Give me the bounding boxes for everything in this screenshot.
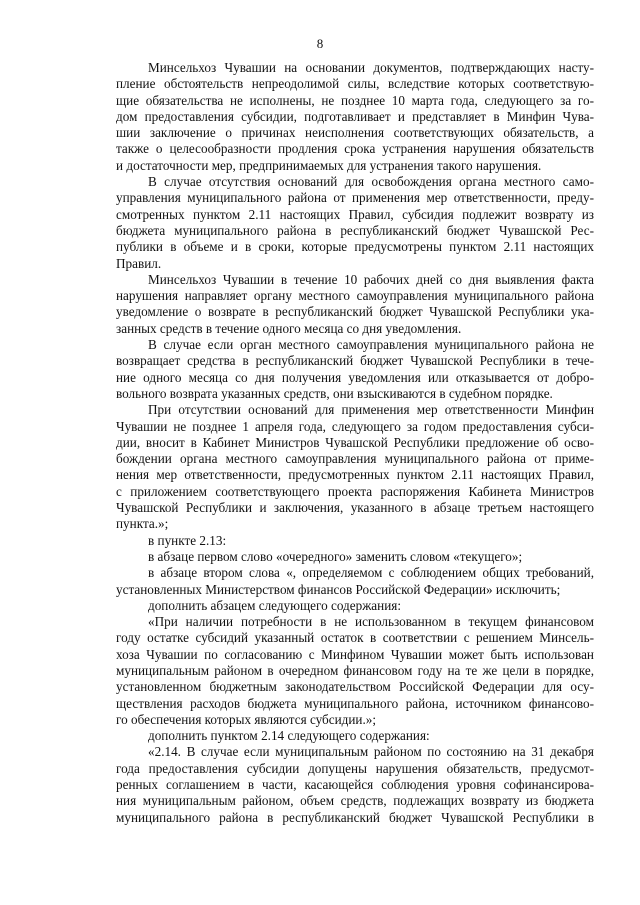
text-line: в абзаце первом слово «очередного» заменить словом «текущего»; [148,548,523,564]
text-line: При отсутствии оснований для применения мер ответственности Минфин [148,402,594,418]
text-line: муниципальным районом в очередном финансовом году на те же цели в порядке, [116,662,594,678]
text-line: го обеспечения которых являются субсидии.»; [116,711,377,727]
text-line: и достаточности мер, предпринимаемых для устранения такого нарушения. [116,157,542,173]
text-line: с приложением соответствующего проекта распоряжения Кабинета Министров [116,483,594,499]
text-line: бюджета муниципального района в республиканский бюджет Чувашской Рес- [116,222,594,238]
text-line: установленном бюджетным законодательством Российской Федерации для осу- [116,679,594,695]
text-line: ние одного месяца со дня получения уведомления или отказывается от добро- [116,369,594,385]
text-line: в абзаце втором слова «, определяемом с соблюдением общих требований, [148,565,594,581]
text-line: Чувашской Республики и заключения, указанного в абзаце третьем настоящего [116,500,594,516]
text-line: нения мер ответственности, предусмотренных пунктом 2.11 настоящих Правил, [116,467,594,483]
text-line: щие обязательства не исполнены, не позднее 10 марта года, следующего за го- [116,92,594,108]
text-line: также о целесообразности продления срока устранения нарушения обязательств [116,141,594,157]
text-line: «2.14. В случае если муниципальным районом по состоянию на 31 декабря [148,744,594,760]
text-line: дом предоставления субсидии, подготавливает и представляет в Минфин Чува- [116,108,594,124]
text-line: вольного возврата указанных средств, они взыскиваются в судебном порядке. [116,385,553,401]
text-line: хоза Чувашии по согласованию с Минфином Чувашии может быть использован [116,646,594,662]
text-line: «При наличии потребности в не использованном в текущем финансовом [148,614,594,630]
text-line: ществления расходов бюджета муниципального района, источником финансово- [116,695,594,711]
text-line: В случае отсутствия оснований для освобождения органа местного само- [148,174,594,190]
text-line: ния муниципальным районом, объем средств, подлежащих возврату из бюджета [116,793,594,809]
text-line: дополнить пунктом 2.14 следующего содержания: [148,728,430,744]
text-line: установленных Министерством финансов Российской Федерации» исключить; [116,581,561,597]
text-line: пление обстоятельств непреодолимой силы, вследствие которых соответствую- [116,76,594,92]
text-line: дополнить абзацем следующего содержания: [148,597,402,613]
text-line: году остатке субсидий указанный остаток в соответствии с решением Минсель- [116,630,594,646]
text-line: ренных соглашением в части, касающейся соблюдения уровня софинансирова- [116,777,594,793]
text-line: дии, вносит в Кабинет Министров Чувашской Республики предложение об осво- [116,434,594,450]
text-line: управления муниципального района от применения мер ответственности, преду- [116,190,594,206]
text-line: занных средств в течение одного месяца со дня уведомления. [116,320,462,336]
text-line: нарушения направляет органу местного самоуправления муниципального района [116,288,594,304]
text-line: Минсельхоз Чувашии в течение 10 рабочих дней со дня выявления факта [148,271,594,287]
text-line: смотренных пунктом 2.11 настоящих Правил, субсидия подлежит возврату из [116,206,594,222]
text-line: Минсельхоз Чувашии на основании документов, подтверждающих насту- [148,60,594,75]
text-line: В случае если орган местного самоуправления муниципального района не [148,337,594,353]
text-line: Чувашии не позднее 1 апреля года, следующего за годом предоставления субси- [116,418,594,434]
text-line: уведомление о возврате в республиканский бюджет Чувашской Республики ука- [116,304,594,320]
text-line: Правил. [116,255,162,271]
text-line: муниципального района в республиканский бюджет Чувашской Республики в [116,809,594,825]
text-line: бождении органа местного самоуправления муниципального района от приме- [116,451,594,467]
text-line: возвращает средства в республиканский бюджет Чувашской Республики в тече- [116,353,594,369]
text-line: шии заключение о причинах неисполнения соответствующих обязательств, а [116,125,594,141]
text-line: публики в объеме и в сроки, которые предусмотрены пунктом 2.11 настоящих [116,239,594,255]
text-line: года предоставления субсидии допущены нарушения обязательств, предусмот- [116,760,594,776]
text-line: в пункте 2.13: [148,532,227,548]
document-body [116,60,594,826]
page-number: 8 [316,36,324,51]
text-line: пункта.»; [116,516,169,532]
